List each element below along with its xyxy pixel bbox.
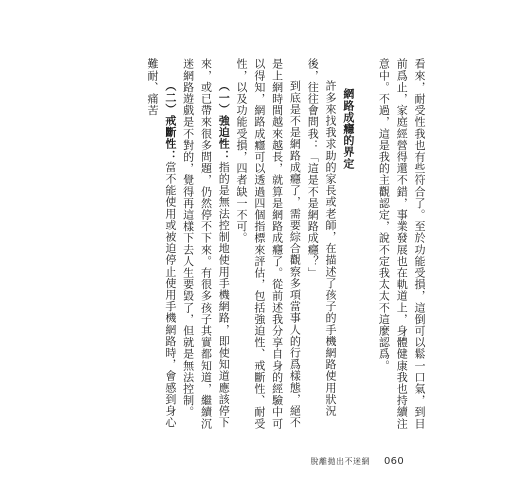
paragraph-gap	[357, 58, 375, 432]
paragraph-withdrawal	[143, 58, 179, 432]
body-text-column	[143, 58, 428, 432]
compulsion-label: （一）強迫性：	[217, 80, 231, 162]
page-number: 060	[384, 456, 404, 467]
section-heading: 網路成癮的界定	[341, 88, 355, 170]
paragraph-compulsion	[179, 58, 232, 432]
withdrawal-text: 當不能使用或被迫停止使用手機網路時，會感到身心難耐、痛苦	[146, 58, 177, 429]
paragraph-3: 到底是不是網路成癮了，需要綜合觀察多項當事人的行爲樣態，絕不是上網時間越來越長，就算是網路成癮了。從前述我分享自身的經驗中可以得知，網路成癮可以透過四個指標來評估，包括強迫性、戒斷性、耐受性，以及功能受損，四者缺一不可。	[235, 58, 302, 430]
compulsion-text: 指的是無法控制地使用手機網路，即使知道應該停下來，或已帶來很多問題，仍然停不下來。有很多孩子其實都知道，繼續沉迷網路遊戲是不對的，覺得再這樣下去人生要毀了，但就是無法控制。	[181, 58, 231, 430]
page-footer	[311, 456, 405, 467]
withdrawal-label: （二）戒斷性：	[163, 80, 177, 162]
paragraph-1: 看來，耐受性我也有些符合了。至於功能受損，這倒可以鬆一口氣，到目前爲止，家庭經營得還不錯，事業發展也在軌道上，身體健康我也持續注意中。不過，這是我的主觀認定，說不定我太太不這麼認爲。	[377, 58, 426, 430]
paragraph-2: 許多來找我求助的家長或老師，在描述了孩子的手機網路使用狀況後，往往會問我：「這是不是網路成癮？」	[306, 58, 338, 417]
running-title: 脫離拋出不迷網	[310, 457, 370, 466]
